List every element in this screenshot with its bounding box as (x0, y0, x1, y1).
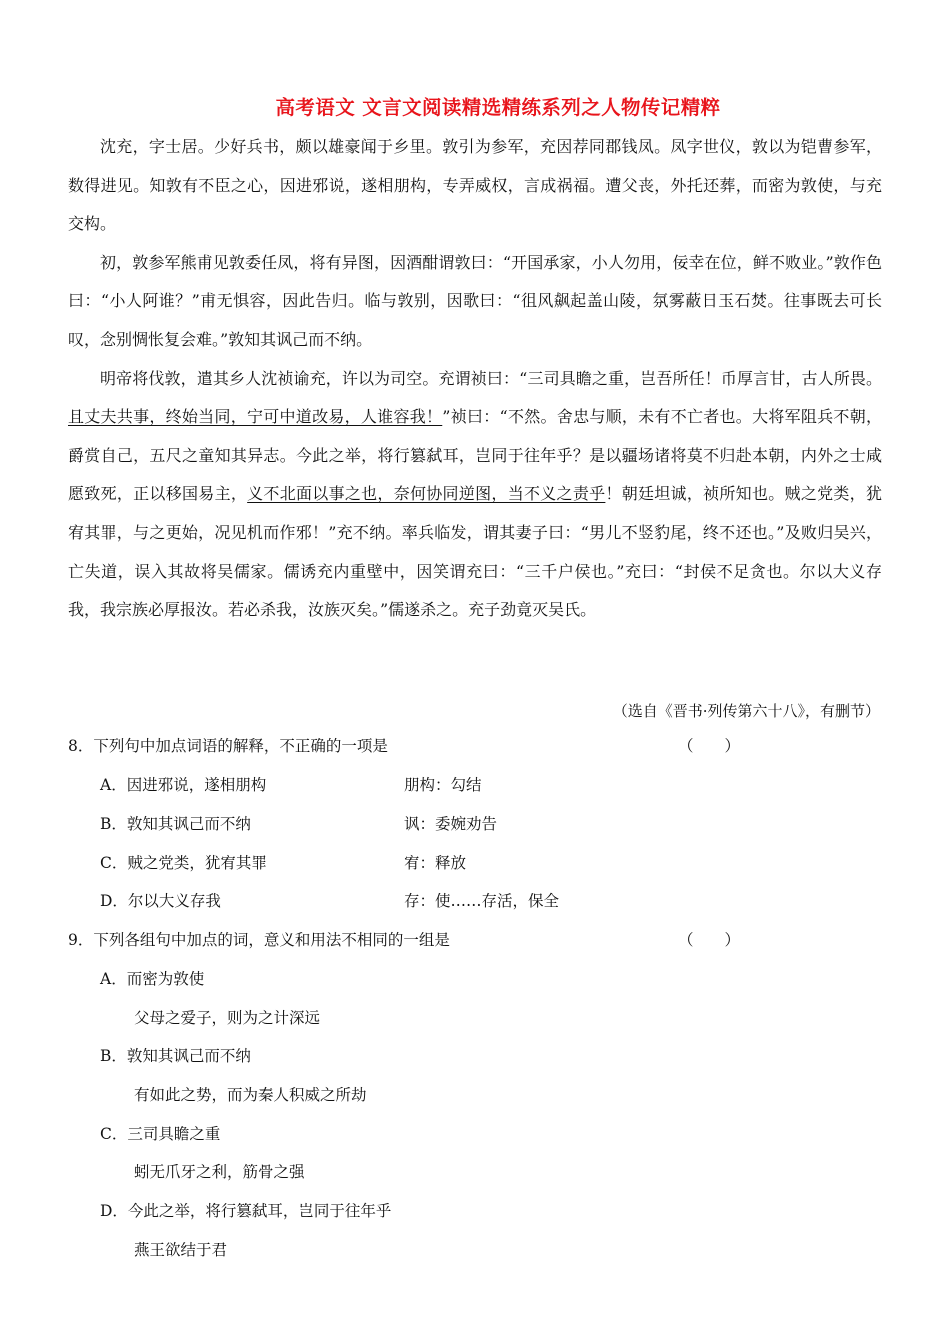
question-9-option-a: A．而密为敦使 (100, 970, 205, 988)
passage (68, 128, 882, 630)
question-9-option-a-pair: 父母之爱子，则为之计深远 (134, 1009, 321, 1027)
question-8-option-c: C．贼之党类，犹宥其罪 (100, 854, 267, 872)
paragraph-1: 沈充，字士居。少好兵书，颇以雄豪闻于乡里。敦引为参军，充因荐同郡钱凤。凤字世仪，敦以为铠曹参军，数得进见。知敦有不臣之心，因进邪说，遂相朋构，专弄威权，言成祸福。遭父丧，外托还葬，而密为敦使，与充交构。 (68, 137, 882, 234)
question-9-option-c: C．三司具瞻之重 (100, 1125, 221, 1143)
paragraph-3-part-2: ”祯曰：“不然。舍忠与顺，未有不亡者也。大将军阻兵不朝，爵赏自己，五尺之童知其异志。今此之举，将行篡弑耳，岂同于往年乎？是以疆场诸将莫不归赴本朝，内外之士咸愿致死，正以移国易主， (68, 407, 882, 504)
question-8-stem: 8．下列句中加点词语的解释，不正确的一项是 (68, 737, 388, 755)
question-9-stem: 9．下列各组句中加点的词，意义和用法不相同的一组是 (68, 931, 450, 949)
question-8-option-b: B．敦知其讽己而不纳 (100, 815, 251, 833)
question-9-option-d-pair: 燕王欲结于君 (134, 1241, 228, 1259)
question-9-option-b: B．敦知其讽己而不纳 (100, 1047, 251, 1065)
paragraph-3-part-3: ！朝廷坦诚，祯所知也。贼之党类，犹宥其罪，与之更始，况见机而作邪！”充不纳。率兵临发，谓其妻子曰：“男儿不竖豹尾，终不还也。”及败归吴兴，亡失道，误入其故将吴儒家。儒诱充内重壁中，因笑谓充曰：“三千户侯也。”充曰：“封侯不足贪也。尔以大义存我，我宗族必厚报汝。若必杀我，汝族灭矣。”儒遂杀之。充子劲竟灭吴氏。 (68, 484, 882, 620)
question-8-answer-blank: （ ） (678, 737, 741, 755)
question-8-option-a: A．因进邪说，遂相朋构 (100, 776, 267, 794)
question-8-option-c-explanation: 宥：释放 (404, 854, 467, 872)
question-8-option-d-explanation: 存：使……存活，保全 (404, 892, 560, 910)
paragraph-3-part-1: 明帝将伐敦，遣其乡人沈祯谕充，许以为司空。充谓祯曰：“三司具瞻之重，岂吾所任！币厚言甘，古人所畏。 (100, 368, 882, 388)
paragraph-2: 初，敦参军熊甫见敦委任凤，将有异图，因酒酣谓敦曰：“开国承家，小人勿用，佞幸在位，鲜不败业。”敦作色曰：“小人阿谁？”甫无惧容，因此告归。临与敦别，因歌曰：“徂风飙起盖山陵，氛雾蔽日玉石焚。往事既去可长叹，念别惆怅复会难。”敦知其讽己而不纳。 (68, 252, 882, 349)
question-9-option-d: D．今此之举，将行篡弑耳，岂同于往年乎 (100, 1202, 392, 1220)
question-8-option-b-explanation: 讽：委婉劝告 (404, 815, 498, 833)
page-title: 高考语文 文言文阅读精选精练系列之人物传记精粹 (275, 96, 721, 119)
source-citation: （选自《晋书·列传第六十八》，有删节） (612, 702, 880, 720)
underlined-sentence-1: 且丈夫共事，终始当同，宁可中道改易，人谁容我！ (68, 407, 443, 427)
question-9-option-c-pair: 蚓无爪牙之利，筋骨之强 (134, 1163, 305, 1181)
question-9-answer-blank: （ ） (678, 931, 741, 949)
question-8-option-d: D．尔以大义存我 (100, 892, 221, 910)
paragraph-3 (68, 360, 882, 630)
underlined-sentence-2: 义不北面以事之也，奈何协同逆图，当不义之责乎 (247, 484, 606, 504)
question-8-option-a-explanation: 朋构：勾结 (404, 776, 482, 794)
question-9-option-b-pair: 有如此之势，而为秦人积威之所劫 (134, 1086, 367, 1104)
